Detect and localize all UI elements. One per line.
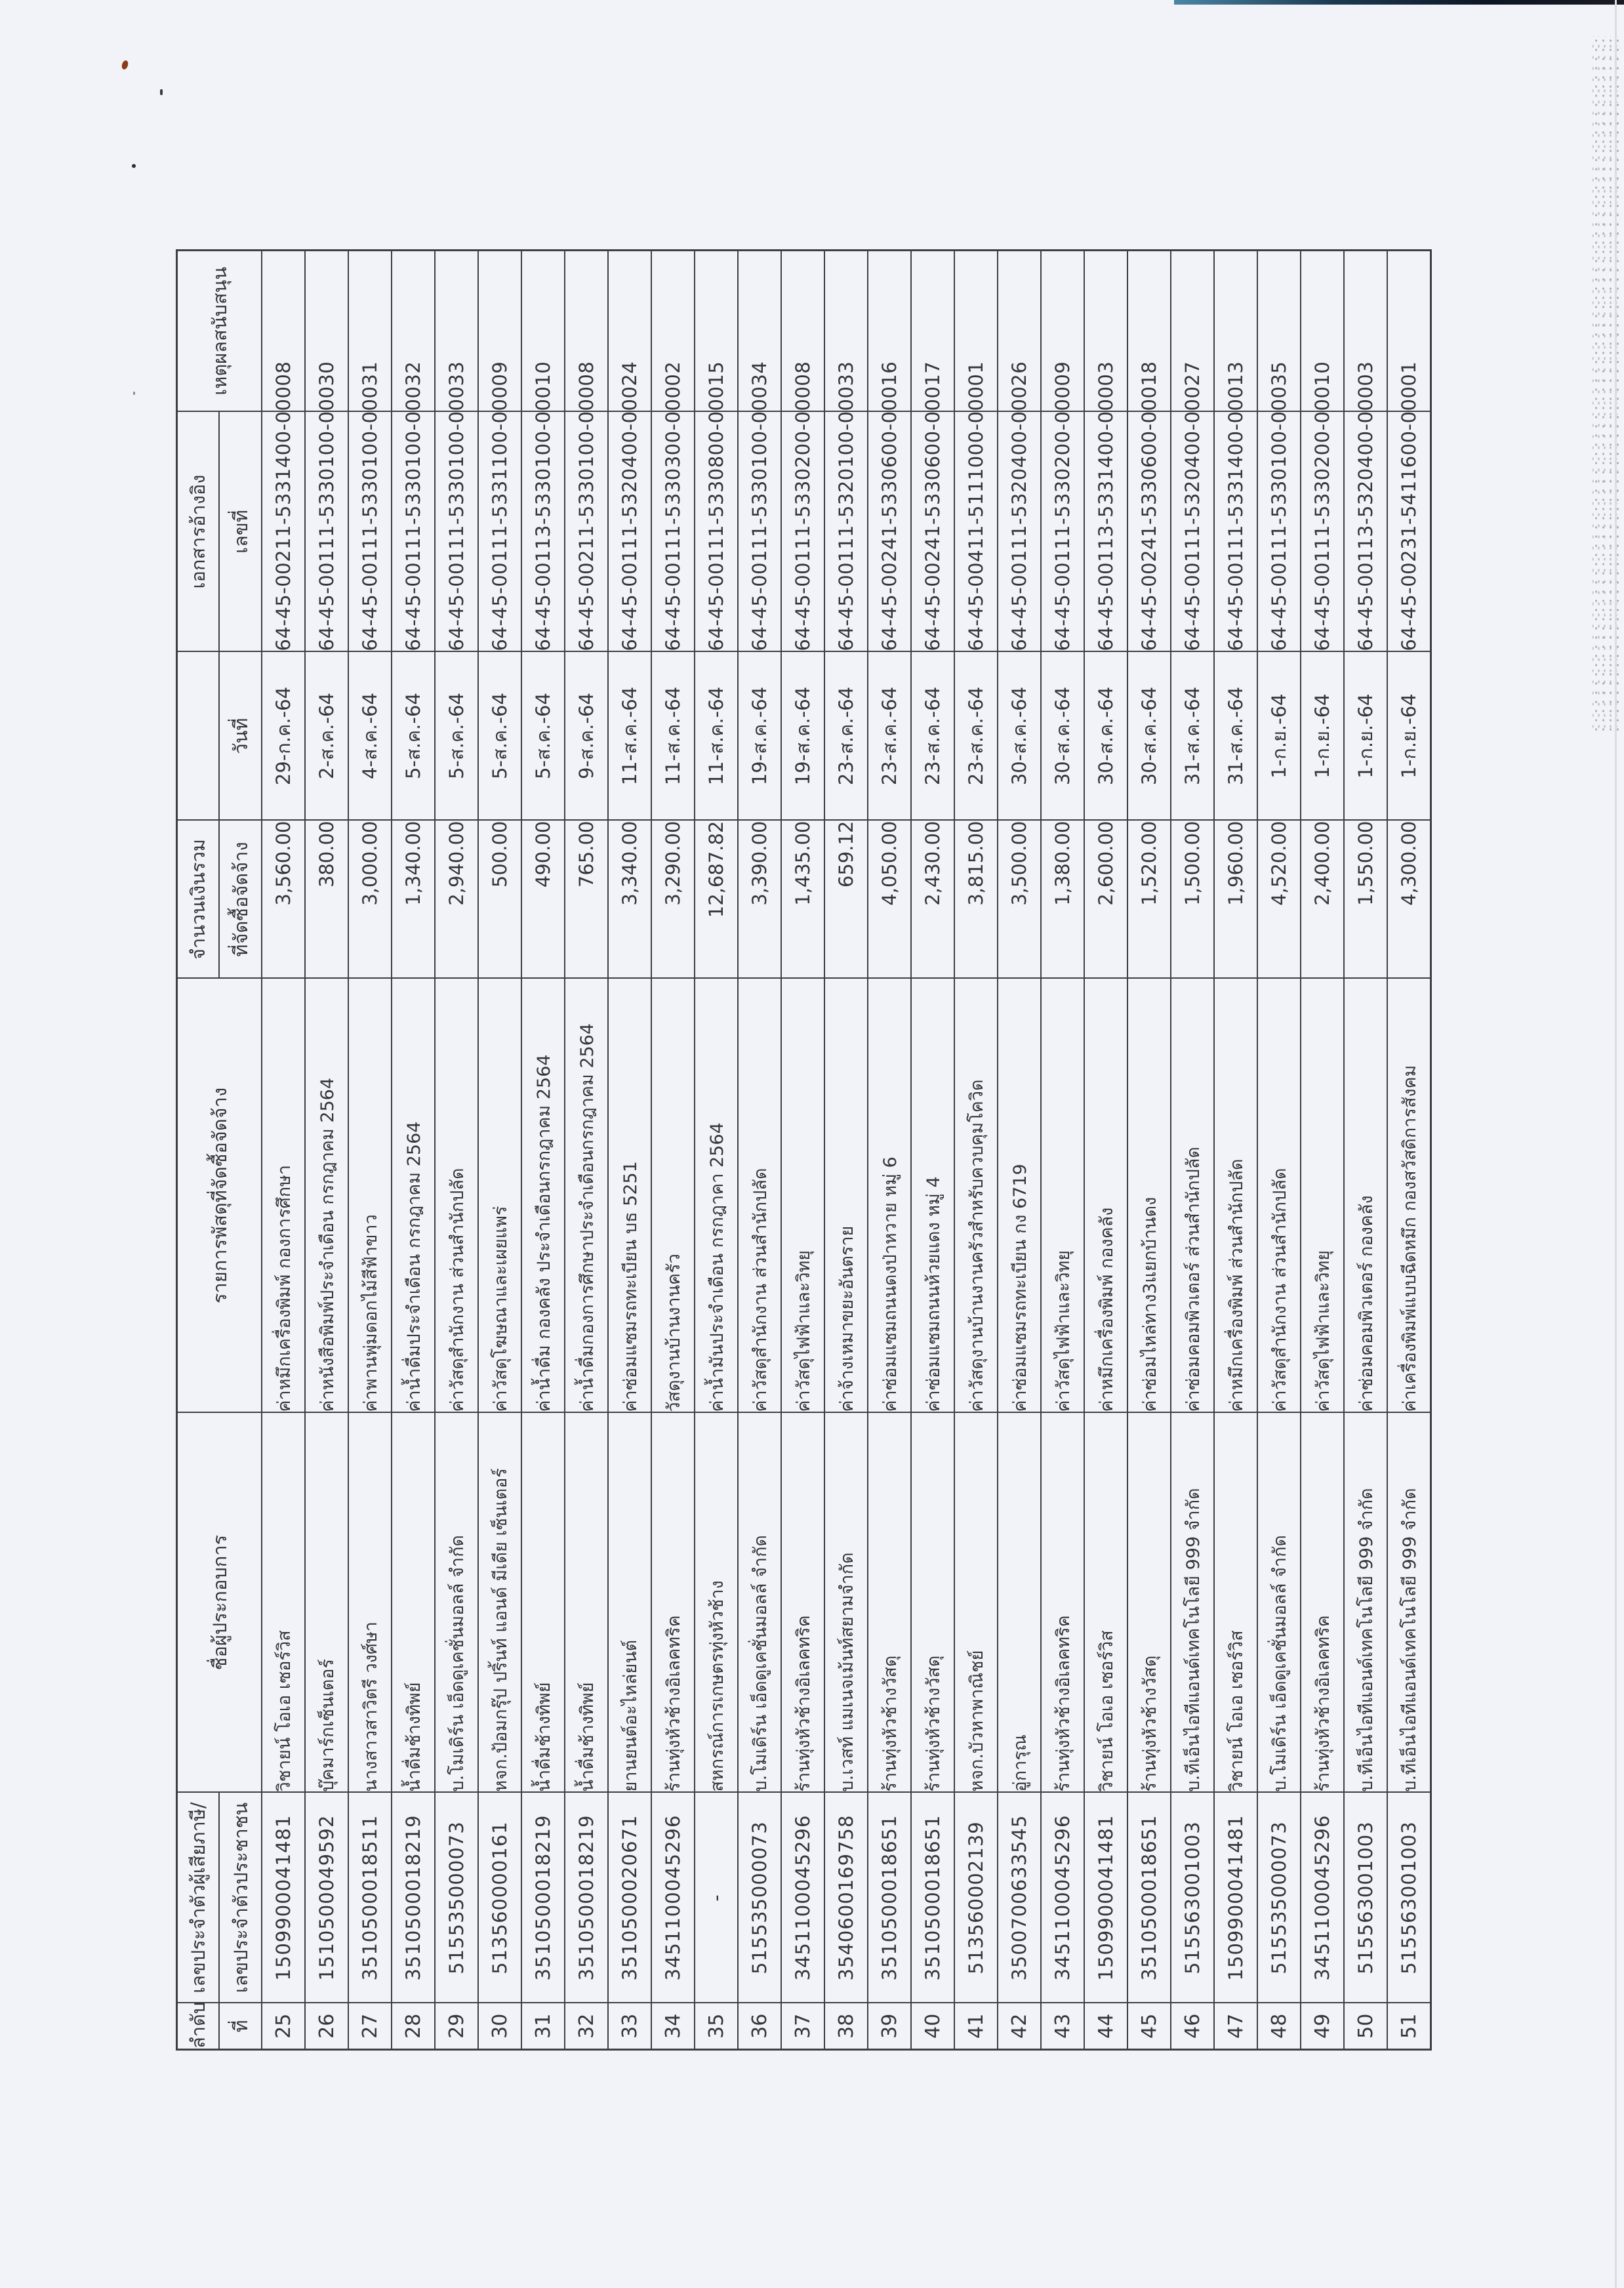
table-row xyxy=(1257,251,1301,2050)
table-row xyxy=(1171,251,1214,2050)
cell-tax-id: 3510500018219 xyxy=(521,1793,565,2003)
cell-item: ค่าพานพุ่มดอกไม้สีฟ้าขาว xyxy=(348,979,392,1413)
cell-amount: 3,815.00 xyxy=(954,821,998,979)
cell-seq-no: 28 xyxy=(392,2003,435,2050)
cell-amount: 4,520.00 xyxy=(1257,821,1301,979)
cell-tax-id: 513560000161 xyxy=(478,1793,521,2003)
cell-seq-no: 26 xyxy=(305,2003,348,2050)
header-ref-no: เลขที่ xyxy=(219,412,262,652)
cell-date: 30-ส.ค.-64 xyxy=(1041,652,1084,821)
table-row xyxy=(1041,251,1084,2050)
cell-amount: 3,290.00 xyxy=(651,821,695,979)
cell-tax-id: 3451100045296 xyxy=(1301,1793,1344,2003)
cell-amount: 380.00 xyxy=(305,821,348,979)
scanner-edge-artifact xyxy=(1174,0,1624,5)
cell-amount: 765.00 xyxy=(565,821,608,979)
header-date-spacer xyxy=(177,652,220,821)
cell-date: 19-ส.ค.-64 xyxy=(738,652,781,821)
cell-vendor: ยานยนต์อะไหล่ยนต์ xyxy=(608,1413,651,1793)
cell-ref-no: 64-45-00111-5330200-00010 xyxy=(1301,412,1344,652)
cell-seq-no: 37 xyxy=(781,2003,824,2050)
cell-amount: 1,520.00 xyxy=(1127,821,1171,979)
cell-date: 11-ส.ค.-64 xyxy=(608,652,651,821)
cell-tax-id: 515535000073 xyxy=(1257,1793,1301,2003)
cell-date: 1-ก.ย.-64 xyxy=(1301,652,1344,821)
cell-amount: 659.12 xyxy=(824,821,868,979)
cell-item: ค่าซ่อมแซมถนนดงป่าหวาย หมู่ 6 xyxy=(868,979,911,1413)
table-row xyxy=(565,251,608,2050)
cell-seq-no: 38 xyxy=(824,2003,868,2050)
header-reason: เหตุผลสนับสนุน xyxy=(177,251,262,412)
paper-edge-shadow xyxy=(1615,0,1617,2288)
cell-amount: 3,500.00 xyxy=(998,821,1041,979)
cell-tax-id: 513560002139 xyxy=(954,1793,998,2003)
cell-item: ค่าเครื่องพิมพ์แบบฉีดหมึก กองสวัสดิการสังคม xyxy=(1387,979,1431,1413)
cell-seq-no: 39 xyxy=(868,2003,911,2050)
cell-tax-id: 1509900041481 xyxy=(1214,1793,1257,2003)
cell-tax-id: 3510500018651 xyxy=(911,1793,954,2003)
header-amount-line1: จำนวนเงินรวม xyxy=(177,821,220,979)
cell-amount: 1,380.00 xyxy=(1041,821,1084,979)
cell-vendor: ร้านทุ่งหัวช้างวัสดุ xyxy=(911,1413,954,1793)
table-row xyxy=(435,251,478,2050)
cell-date: 11-ส.ค.-64 xyxy=(695,652,738,821)
cell-ref-no: 64-45-00111-5330800-00015 xyxy=(695,412,738,652)
cell-amount: 1,550.00 xyxy=(1344,821,1387,979)
cell-item: ค่าซ่อมแซมถนนห้วยแดง หมู่ 4 xyxy=(911,979,954,1413)
cell-amount: 3,390.00 xyxy=(738,821,781,979)
table-row xyxy=(998,251,1041,2050)
cell-tax-id: 3510500018651 xyxy=(868,1793,911,2003)
cell-vendor: หจก.บัวหาพาณิชย์ xyxy=(954,1413,998,1793)
cell-seq-no: 27 xyxy=(348,2003,392,2050)
cell-vendor: ร้านทุ่งหัวช้างอิเลคทริค xyxy=(1041,1413,1084,1793)
header-item: รายการพัสดุที่จัดซื้อจัดจ้าง xyxy=(177,979,262,1413)
header-ref-group: เอกสารอ้างอิง xyxy=(177,412,220,652)
table-row xyxy=(1084,251,1127,2050)
cell-date: 2-ส.ค.-64 xyxy=(305,652,348,821)
cell-ref-no: 64-45-00111-5330300-00002 xyxy=(651,412,695,652)
cell-vendor: ร้านทุ่งหัวช้างอิเลคทริค xyxy=(651,1413,695,1793)
table-row xyxy=(695,251,738,2050)
cell-item: ค่าวัสดุสำนักงาน ส่วนสำนักปลัด xyxy=(738,979,781,1413)
table-row xyxy=(1127,251,1171,2050)
table-row xyxy=(348,251,392,2050)
cell-amount: 4,050.00 xyxy=(868,821,911,979)
cell-date: 9-ส.ค.-64 xyxy=(565,652,608,821)
table-row xyxy=(911,251,954,2050)
table-row xyxy=(521,251,565,2050)
cell-item: ค่าหมึกเครื่องพิมพ์ กองการศึกษา xyxy=(262,979,305,1413)
cell-vendor: บ.โมเดิร์น เอ็ดดูเคชั่นมอลล์ จำกัด xyxy=(1257,1413,1301,1793)
table-header xyxy=(177,251,262,2050)
cell-amount: 4,300.00 xyxy=(1387,821,1431,979)
cell-amount: 1,500.00 xyxy=(1171,821,1214,979)
cell-ref-no: 64-45-00113-5330100-00010 xyxy=(521,412,565,652)
cell-seq-no: 36 xyxy=(738,2003,781,2050)
table-row xyxy=(262,251,305,2050)
cell-ref-no: 64-45-00111-5330100-00031 xyxy=(348,412,392,652)
cell-tax-id: 3510500018651 xyxy=(1127,1793,1171,2003)
cell-tax-id: 515563001003 xyxy=(1387,1793,1431,2003)
cell-seq-no: 51 xyxy=(1387,2003,1431,2050)
cell-amount: 2,940.00 xyxy=(435,821,478,979)
cell-seq-no: 44 xyxy=(1084,2003,1127,2050)
cell-item: ค่าวัสดุไฟฟ้าและวิทยุ xyxy=(1301,979,1344,1413)
header-vendor: ชื่อผู้ประกอบการ xyxy=(177,1413,262,1793)
cell-item: ค่าซ่อมแซมรถทะเบียน กง 6719 xyxy=(998,979,1041,1413)
table-row xyxy=(781,251,824,2050)
cell-seq-no: 50 xyxy=(1344,2003,1387,2050)
header-tax-line1: เลขประจำตัวผู้เสียภาษี/ xyxy=(177,1793,220,2003)
cell-vendor: บ.ทีเอ็นไอทีแอนด์เทคโนโลยี 999 จำกัด xyxy=(1387,1413,1431,1793)
cell-seq-no: 43 xyxy=(1041,2003,1084,2050)
cell-item: ค่าวัสดุไฟฟ้าและวิทยุ xyxy=(1041,979,1084,1413)
cell-item: ค่าวัสดุโฆษณาและเผยแพร่ xyxy=(478,979,521,1413)
cell-item: ค่าซ่อมคอมพิวเตอร์ ส่วนสำนักปลัด xyxy=(1171,979,1214,1413)
cell-date: 5-ส.ค.-64 xyxy=(478,652,521,821)
cell-item: ค่าซ่อมคอมพิวเตอร์ กองคลัง xyxy=(1344,979,1387,1413)
cell-vendor: วิชายน์ โอเอ เซอร์วิส xyxy=(1214,1413,1257,1793)
cell-item: ค่าจ้างเหมาขยะอันตราย xyxy=(824,979,868,1413)
cell-tax-id: 3540600169758 xyxy=(824,1793,868,2003)
cell-amount: 3,340.00 xyxy=(608,821,651,979)
cell-tax-id: 515563001003 xyxy=(1344,1793,1387,2003)
cell-amount: 490.00 xyxy=(521,821,565,979)
header-date: วันที่ xyxy=(219,652,262,821)
cell-vendor: สหกรณ์การเกษตรทุ่งหัวช้าง xyxy=(695,1413,738,1793)
cell-item: ค่าน้ำดื่มประจำเดือน กรกฎาคม 2564 xyxy=(392,979,435,1413)
cell-tax-id: 3451100045296 xyxy=(1041,1793,1084,2003)
header-seq-line1: ลำดับ xyxy=(177,2003,220,2050)
table-row xyxy=(1344,251,1387,2050)
cell-item: ค่าซ่อมไหล่ทาง3แยกบ้านดง xyxy=(1127,979,1171,1413)
cell-vendor: วิชายน์ โอเอ เซอร์วิส xyxy=(1084,1413,1127,1793)
cell-date: 30-ส.ค.-64 xyxy=(1084,652,1127,821)
cell-ref-no: 64-45-00231-5411600-00001 xyxy=(1387,412,1431,652)
cell-vendor: วิชายน์ โอเอ เซอร์วิส xyxy=(262,1413,305,1793)
cell-date: 23-ส.ค.-64 xyxy=(824,652,868,821)
cell-ref-no: 64-45-00111-5320400-00024 xyxy=(608,412,651,652)
cell-seq-no: 31 xyxy=(521,2003,565,2050)
cell-vendor: อู่การุณ xyxy=(998,1413,1041,1793)
cell-date: 1-ก.ย.-64 xyxy=(1344,652,1387,821)
cell-vendor: บุ๊คมาร์กเซ็นเตอร์ xyxy=(305,1413,348,1793)
cell-vendor: นางสาวสาวิตรี วงศ์ษา xyxy=(348,1413,392,1793)
cell-date: 5-ส.ค.-64 xyxy=(392,652,435,821)
cell-vendor: น้ำดื่มช้างทิพย์ xyxy=(565,1413,608,1793)
cell-vendor: ร้านทุ่งหัวช้างอิเลคทริค xyxy=(1301,1413,1344,1793)
table-row xyxy=(1301,251,1344,2050)
cell-vendor: หจก.ป้อมกรุ๊ป ปริ้นท์ แอนด์ มีเดีย เซ็นเตอร์ xyxy=(478,1413,521,1793)
cell-amount: 1,435.00 xyxy=(781,821,824,979)
cell-item: ค่าหมึกเครื่องพิมพ์ กองคลัง xyxy=(1084,979,1127,1413)
table-row xyxy=(868,251,911,2050)
cell-amount: 2,430.00 xyxy=(911,821,954,979)
cell-ref-no: 64-45-00111-5320400-00027 xyxy=(1171,412,1214,652)
table-row xyxy=(954,251,998,2050)
cell-tax-id: 3510500018219 xyxy=(565,1793,608,2003)
cell-ref-no: 64-45-00211-5331400-00008 xyxy=(262,412,305,652)
cell-amount: 3,560.00 xyxy=(262,821,305,979)
cell-vendor: บ.ทีเอ็นไอทีแอนด์เทคโนโลยี 999 จำกัด xyxy=(1171,1413,1214,1793)
cell-date: 30-ส.ค.-64 xyxy=(998,652,1041,821)
cell-ref-no: 64-45-00111-5330100-00034 xyxy=(738,412,781,652)
cell-date: 1-ก.ย.-64 xyxy=(1387,652,1431,821)
cell-seq-no: 49 xyxy=(1301,2003,1344,2050)
cell-ref-no: 64-45-00111-5331100-00009 xyxy=(478,412,521,652)
cell-vendor: ร้านทุ่งหัวช้างวัสดุ xyxy=(1127,1413,1171,1793)
cell-date: 4-ส.ค.-64 xyxy=(348,652,392,821)
cell-tax-id: 3510500018219 xyxy=(392,1793,435,2003)
cell-date: 30-ส.ค.-64 xyxy=(1127,652,1171,821)
red-ink-speck xyxy=(121,60,129,70)
cell-seq-no: 45 xyxy=(1127,2003,1171,2050)
cell-seq-no: 48 xyxy=(1257,2003,1301,2050)
cell-date: 5-ส.ค.-64 xyxy=(435,652,478,821)
cell-date: 23-ส.ค.-64 xyxy=(954,652,998,821)
header-seq-line2: ที่ xyxy=(219,2003,262,2050)
cell-date: 23-ส.ค.-64 xyxy=(911,652,954,821)
cell-ref-no: 64-45-00111-5331400-00013 xyxy=(1214,412,1257,652)
cell-ref-no: 64-45-00113-5320400-00003 xyxy=(1344,412,1387,652)
cell-amount: 2,400.00 xyxy=(1301,821,1344,979)
cell-item: ค่าวัสดุสำนักงาน ส่วนสำนักปลัด xyxy=(1257,979,1301,1413)
table-row xyxy=(738,251,781,2050)
cell-ref-no: 64-45-00111-5330100-00030 xyxy=(305,412,348,652)
cell-tax-id: 1510500049592 xyxy=(305,1793,348,2003)
paper-edge-speckle xyxy=(1593,36,1621,731)
cell-item: ค่าวัสดุสำนักงาน ส่วนสำนักปลัด xyxy=(435,979,478,1413)
cell-seq-no: 33 xyxy=(608,2003,651,2050)
table-body xyxy=(262,251,1431,2050)
cell-item: ค่าน้ำดื่มกองการศึกษาประจำเดือนกรกฎาคม 2564 xyxy=(565,979,608,1413)
cell-item: ค่าน้ำดื่ม กองคลัง ประจำเดือนกรกฎาคม 2564 xyxy=(521,979,565,1413)
cell-ref-no: 64-45-00111-5320100-00033 xyxy=(824,412,868,652)
cell-ref-no: 64-45-00241-5330600-00017 xyxy=(911,412,954,652)
header-amount-line2: ที่จัดซื้อจัดจ้าง xyxy=(219,821,262,979)
cell-tax-id: 515535000073 xyxy=(435,1793,478,2003)
table-row xyxy=(824,251,868,2050)
cell-tax-id: 1509900041481 xyxy=(1084,1793,1127,2003)
cell-vendor: บ.เวสท์ แมเนจเม้นท์สยามจำกัด xyxy=(824,1413,868,1793)
cell-date: 29-ก.ค.-64 xyxy=(262,652,305,821)
cell-amount: 12,687.82 xyxy=(695,821,738,979)
cell-tax-id: 3451100045296 xyxy=(781,1793,824,2003)
cell-amount: 500.00 xyxy=(478,821,521,979)
cell-seq-no: 30 xyxy=(478,2003,521,2050)
cell-ref-no: 64-45-00211-5330100-00008 xyxy=(565,412,608,652)
cell-vendor: น้ำดื่มช้างทิพย์ xyxy=(392,1413,435,1793)
cell-amount: 3,000.00 xyxy=(348,821,392,979)
cell-seq-no: 35 xyxy=(695,2003,738,2050)
table-row xyxy=(651,251,695,2050)
cell-ref-no: 64-45-00111-5320400-00026 xyxy=(998,412,1041,652)
cell-ref-no: 64-45-00241-5330600-00018 xyxy=(1127,412,1171,652)
scan-speck xyxy=(132,164,136,168)
cell-date: 11-ส.ค.-64 xyxy=(651,652,695,821)
cell-tax-id: 3510500018511 xyxy=(348,1793,392,2003)
cell-date: 19-ส.ค.-64 xyxy=(781,652,824,821)
cell-item: ค่าซ่อมแซมรถทะเบียน บธ 5251 xyxy=(608,979,651,1413)
cell-ref-no: 64-45-00111-5330100-00032 xyxy=(392,412,435,652)
cell-vendor: ร้านทุ่งหัวช้างอิเลคทริค xyxy=(781,1413,824,1793)
cell-tax-id: 3451100045296 xyxy=(651,1793,695,2003)
cell-ref-no: 64-45-00111-5330100-00035 xyxy=(1257,412,1301,652)
cell-ref-no: 64-45-00111-5330200-00009 xyxy=(1041,412,1084,652)
cell-vendor: บ.ทีเอ็นไอทีแอนด์เทคโนโลยี 999 จำกัด xyxy=(1344,1413,1387,1793)
cell-item: ค่าวัสดุไฟฟ้าและวิทยุ xyxy=(781,979,824,1413)
table-row xyxy=(1214,251,1257,2050)
cell-seq-no: 41 xyxy=(954,2003,998,2050)
scan-speck xyxy=(160,89,163,95)
procurement-table xyxy=(176,249,1432,2051)
cell-seq-no: 34 xyxy=(651,2003,695,2050)
cell-item: ค่าวัสดุงานบ้านงานครัวสำหรับควบคุมโควิด xyxy=(954,979,998,1413)
cell-tax-id: 515563001003 xyxy=(1171,1793,1214,2003)
scan-speck xyxy=(133,392,135,395)
cell-seq-no: 40 xyxy=(911,2003,954,2050)
cell-item: วัสดุงานบ้านงานครัว xyxy=(651,979,695,1413)
cell-tax-id: 1509900041481 xyxy=(262,1793,305,2003)
table-row xyxy=(392,251,435,2050)
cell-tax-id: 3500700633545 xyxy=(998,1793,1041,2003)
cell-date: 5-ส.ค.-64 xyxy=(521,652,565,821)
cell-amount: 1,340.00 xyxy=(392,821,435,979)
cell-date: 1-ก.ย.-64 xyxy=(1257,652,1301,821)
cell-vendor: บ.โมเดิร์น เอ็ดดูเคชั่นมอลล์ จำกัด xyxy=(738,1413,781,1793)
header-tax-line2: เลขประจำตัวประชาชน xyxy=(219,1793,262,2003)
cell-amount: 2,600.00 xyxy=(1084,821,1127,979)
cell-seq-no: 42 xyxy=(998,2003,1041,2050)
cell-vendor: น้ำดื่มช้างทิพย์ xyxy=(521,1413,565,1793)
cell-seq-no: 25 xyxy=(262,2003,305,2050)
cell-item: ค่าหนังสือพิมพ์ประจำเดือน กรกฎาคม 2564 xyxy=(305,979,348,1413)
cell-date: 31-ส.ค.-64 xyxy=(1171,652,1214,821)
cell-seq-no: 47 xyxy=(1214,2003,1257,2050)
cell-ref-no: 64-45-00111-5330200-00008 xyxy=(781,412,824,652)
cell-date: 23-ส.ค.-64 xyxy=(868,652,911,821)
rotated-table-container xyxy=(176,251,1421,2051)
cell-ref-no: 64-45-00113-5331400-00003 xyxy=(1084,412,1127,652)
cell-seq-no: 29 xyxy=(435,2003,478,2050)
cell-ref-no: 64-45-00241-5330600-00016 xyxy=(868,412,911,652)
cell-item: ค่าหมึกเครื่องพิมพ์ ส่วนสำนักปลัด xyxy=(1214,979,1257,1413)
table-row xyxy=(478,251,521,2050)
cell-vendor: บ.โมเดิร์น เอ็ดดูเคชั่นมอลล์ จำกัด xyxy=(435,1413,478,1793)
table-row xyxy=(305,251,348,2050)
cell-seq-no: 46 xyxy=(1171,2003,1214,2050)
cell-seq-no: 32 xyxy=(565,2003,608,2050)
cell-item: ค่าน้ำมันประจำเดือน กรกฎาคา 2564 xyxy=(695,979,738,1413)
cell-tax-id: 3510500020671 xyxy=(608,1793,651,2003)
cell-date: 31-ส.ค.-64 xyxy=(1214,652,1257,821)
cell-ref-no: 64-45-00411-5111000-00001 xyxy=(954,412,998,652)
cell-tax-id: 515535000073 xyxy=(738,1793,781,2003)
cell-amount: 1,960.00 xyxy=(1214,821,1257,979)
cell-tax-id: - xyxy=(695,1793,738,2003)
cell-ref-no: 64-45-00111-5330100-00033 xyxy=(435,412,478,652)
table-row xyxy=(1387,251,1431,2050)
table-row xyxy=(608,251,651,2050)
cell-vendor: ร้านทุ่งหัวช้างวัสดุ xyxy=(868,1413,911,1793)
